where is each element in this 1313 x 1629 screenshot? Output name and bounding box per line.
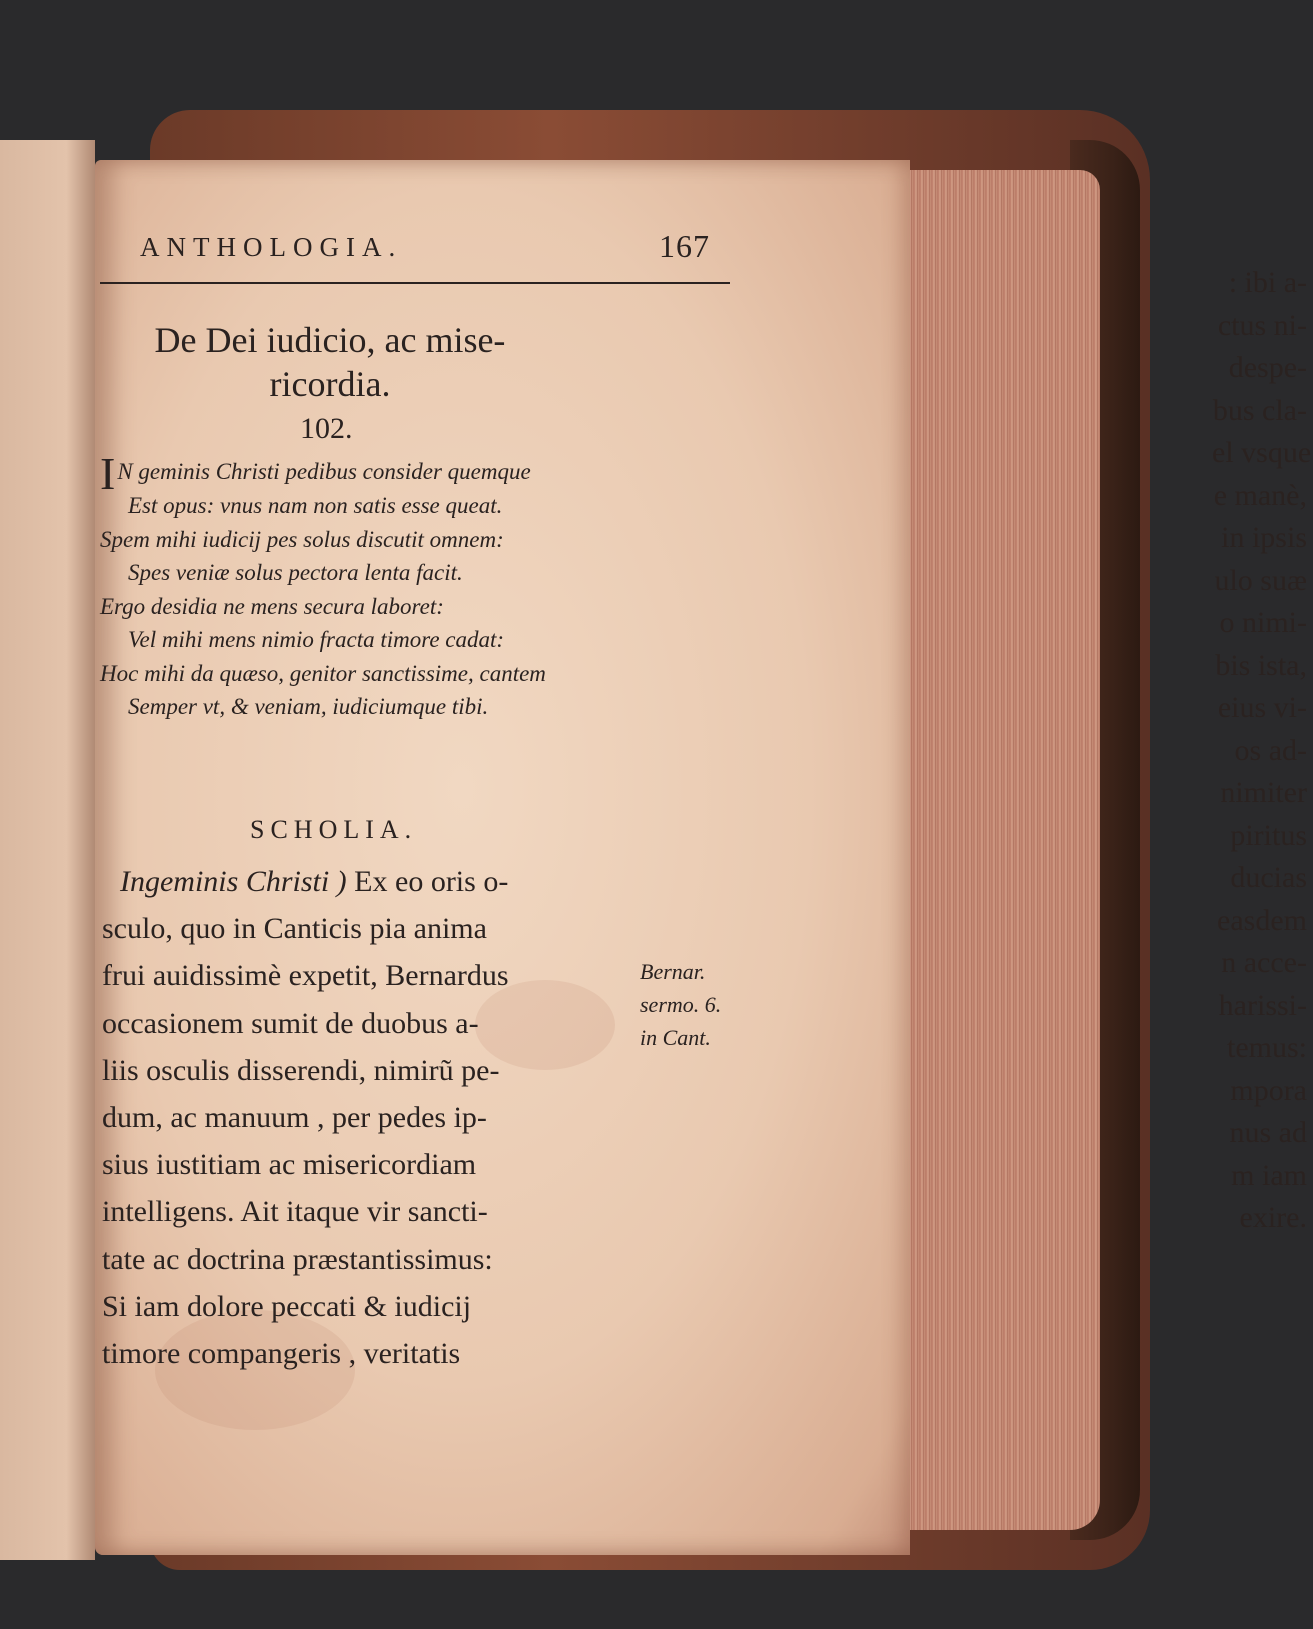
left-page-line: bis ista, xyxy=(1215,648,1307,682)
prose-line: sius iustitiam ac misericordiam xyxy=(102,1148,477,1182)
page-block-fore-edge xyxy=(900,170,1100,1530)
left-page-line: mpora xyxy=(1230,1073,1307,1107)
poem-line: Est opus: vnus nam non satis esse queat. xyxy=(128,493,503,518)
left-page-line: despe- xyxy=(1228,351,1307,384)
epigram-title xyxy=(120,318,540,406)
poem-line: Spes veniæ solus pectora lenta facit. xyxy=(128,560,463,585)
left-page-text xyxy=(1212,262,1312,1240)
left-page-line: o nimi- xyxy=(1219,606,1307,639)
prose-line: occasionem sumit de duobus a- xyxy=(102,1006,479,1040)
left-page-line: easdem xyxy=(1217,903,1307,937)
prose-line: Si iam dolore peccati & iudicij xyxy=(102,1289,472,1323)
prose-line: dum, ac manuum , per pedes ip- xyxy=(102,1101,487,1135)
poem-line: Spem mihi iudicij pes solus discutit omnem: xyxy=(100,526,504,552)
left-page-line: piritus xyxy=(1230,818,1307,852)
margin-note-line: Bernar. xyxy=(640,959,706,984)
left-page-line: ulo suæ xyxy=(1214,563,1307,597)
drop-cap: I xyxy=(100,448,116,499)
left-page-line: in ipsis xyxy=(1221,521,1307,554)
marginal-note xyxy=(640,955,780,1054)
left-page-line: nimiter xyxy=(1220,776,1307,809)
left-page-line: ducias xyxy=(1230,861,1307,894)
running-head xyxy=(140,228,710,264)
margin-note-line: in Cant. xyxy=(640,1025,711,1050)
title-line: De Dei iudicio, ac mise- xyxy=(154,320,506,360)
scholia-heading: SCHOLIA. xyxy=(250,815,418,844)
left-page-line: n acce- xyxy=(1221,946,1307,979)
left-page-line: nus ad xyxy=(1229,1116,1307,1149)
poem-line: Semper vt, & veniam, iudiciumque tibi. xyxy=(128,694,489,719)
scholia-lemma: Ingeminis Christi ) xyxy=(120,865,347,898)
poem-line xyxy=(100,448,660,499)
left-page-line: el vsque xyxy=(1212,436,1312,469)
left-page-line: e manè, xyxy=(1213,478,1307,512)
prose-line: sculo, quo in Canticis pia anima xyxy=(102,912,487,946)
page-number: 167 xyxy=(659,228,710,264)
left-page-line: ctus ni- xyxy=(1217,308,1307,342)
epigram-poem xyxy=(100,448,660,724)
prose-line: timore compangeris , veritatis xyxy=(102,1337,461,1371)
left-page-line: m iam xyxy=(1231,1158,1307,1192)
left-page-line: os ad- xyxy=(1234,733,1307,767)
epigram-number: 102. xyxy=(300,412,353,445)
left-page-line: exire. xyxy=(1239,1201,1307,1234)
left-page-line: harissi- xyxy=(1218,988,1307,1022)
prose-line xyxy=(102,858,642,905)
prose-line: liis osculis disserendi, nimirũ pe- xyxy=(102,1053,500,1087)
poem-line-text: N geminis Christi pedibus consider quemque xyxy=(117,459,531,484)
prose-line: frui auidissimè expetit, Bernardus xyxy=(102,959,509,993)
poem-line: Vel mihi mens nimio fracta timore cadat: xyxy=(128,627,505,652)
prose-line: tate ac doctrina præstantissimus: xyxy=(102,1242,493,1276)
title-line: ricordia. xyxy=(269,364,391,404)
prose-line: intelligens. Ait itaque vir sancti- xyxy=(102,1195,488,1229)
poem-line: Ergo desidia ne mens secura laboret: xyxy=(100,593,444,619)
left-page-line: eius vi- xyxy=(1217,691,1307,724)
left-page-line: : ibi a- xyxy=(1228,266,1307,299)
scholia-text xyxy=(102,858,642,1377)
left-page-line: bus cla- xyxy=(1212,393,1307,427)
margin-note-line: sermo. 6. xyxy=(640,992,722,1017)
left-facing-page xyxy=(0,140,95,1560)
prose-line-text: Ex eo oris o- xyxy=(346,865,509,898)
header-rule xyxy=(100,282,730,284)
left-page-line: temus: xyxy=(1227,1031,1307,1064)
poem-line: Hoc mihi da quæso, genitor sanctissime, cantem xyxy=(100,660,546,686)
running-head-title: ANTHOLOGIA. xyxy=(140,232,403,262)
